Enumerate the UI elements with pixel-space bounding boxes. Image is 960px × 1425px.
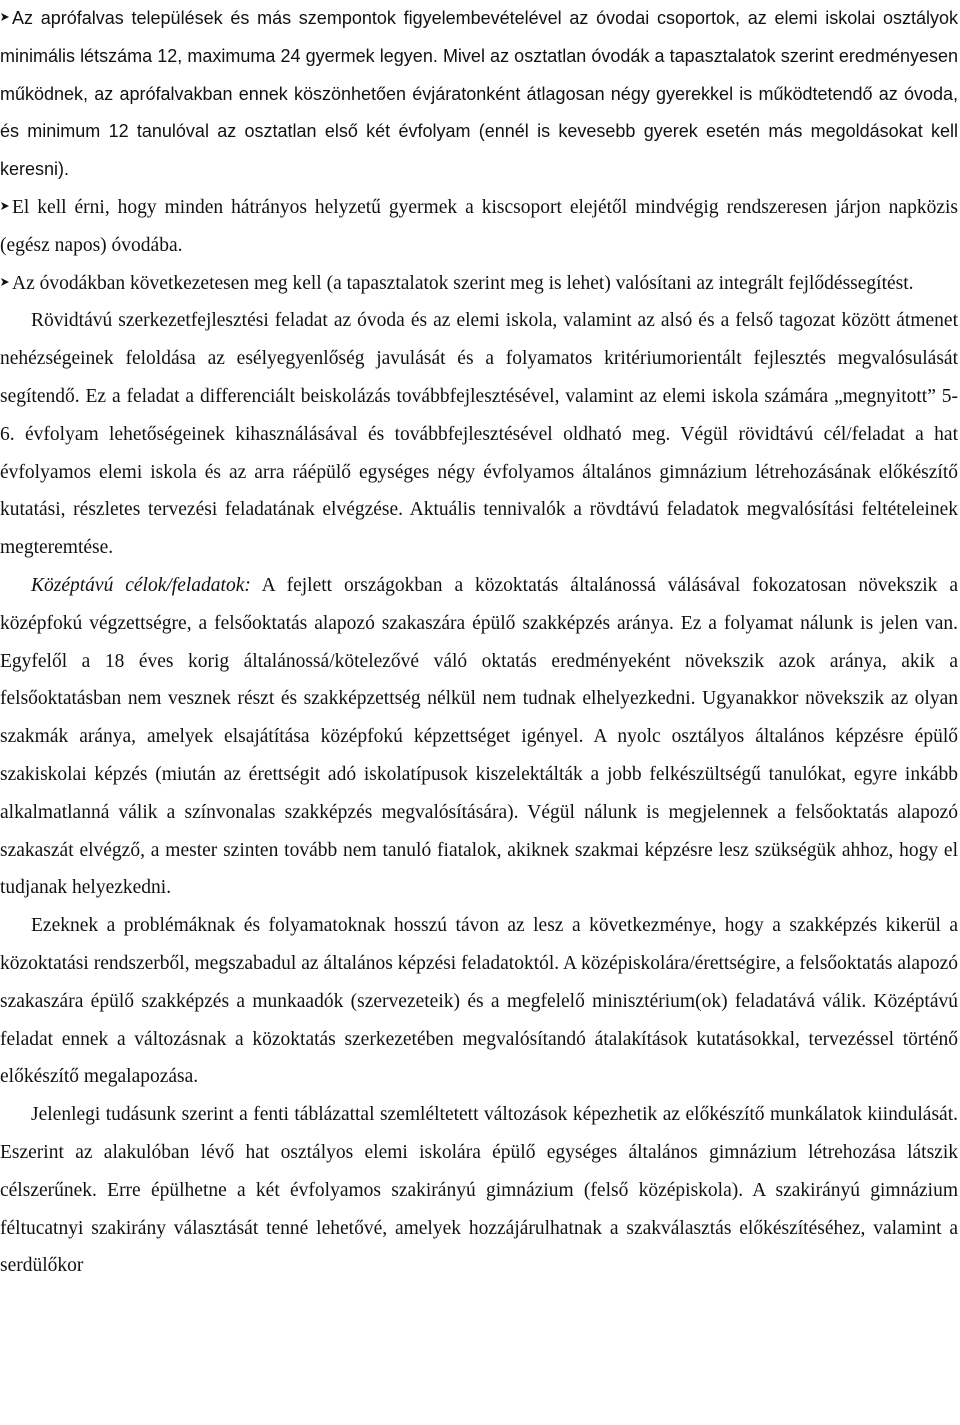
bullet-item-1 bbox=[0, 0, 958, 189]
bullet-icon bbox=[0, 277, 10, 287]
bullet-text-1: Az aprófalvas települések és más szempontok figyelembevételével az óvodai csoportok, az elemi iskolai osztályok minimális létszáma 12, maximuma 24 gyermek legyen. Mivel az osztatlan óvodák a tapasztalatok szerint eredményesen működnek, az aprófalvakban ennek köszönhetően évjáratonként átlagosan négy gyerekkel is működtetendő az óvoda, és minimum 12 tanulóval az osztatlan első két évfolyam (ennél is kevesebb gyerek esetén más megoldásokat kell keresni). bbox=[0, 8, 958, 180]
bullet-item-2 bbox=[0, 189, 958, 265]
paragraph-consequences: Ezeknek a problémáknak és folyamatoknak hosszú távon az lesz a következménye, hogy a szakképzés kikerül a közoktatási rendszerből, megszabadul az általános képzési feladatoktól. A középiskolára/érettségire, a felsőoktatás alapozó szakaszára épülő szakképzés a munkaadók (szervezeteik) és a megfelelő minisztérium(ok) feladatává válik. Középtávú feladat ennek a változásnak a közoktatás szerkezetében megvalósítandó átalakítások kutatásokkal, tervezéssel történő előkészítő megalapozása. bbox=[0, 915, 958, 1088]
mid-term-text: A fejlett országokban a közoktatás általánossá válásával fokozatosan növekszik a középfokú végzettségre, a felsőoktatás alapozó szakaszára épülő szakképzés aránya. Ez a folyamat nálunk is jelen van. Egyfelől a 18 éves korig általánossá/kötelezővé váló oktatás eredményeként növekszik azok aránya, akik a felsőoktatásban nem vesznek részt és szakképzettség nélkül nem tudnak elhelyezkedni. Ugyanakkor növekszik az olyan szakmák aránya, amelyek elsajátítása középfokú képzettséget igényel. A nyolc osztályos általános képzésre épülő szakiskolai képzés (miután az érettségit adó iskolatípusok kiszelektálták a jobb felkészültségű tanulókat, egyre inkább alkalmatlanná válik a színvonalas szakképzés megvalósítására). Végül nálunk is megjelennek a felsőoktatás alapozó szakaszát elvégző, a mester szinten tovább nem tanuló fiatalok, akiknek szakmai képzésre lesz szükségük ahhoz, hogy el tudjanak helyezkedni. bbox=[0, 574, 958, 899]
paragraph-mid-term bbox=[0, 567, 958, 907]
bullet-text-3: Az óvodákban következetesen meg kell (a tapasztalatok szerint meg is lehet) valósítani az integrált fejlődéssegítést. bbox=[12, 272, 914, 294]
mid-term-heading: Középtávú célok/feladatok: bbox=[31, 574, 251, 596]
bullet-icon bbox=[0, 12, 10, 22]
bullet-item-3 bbox=[0, 265, 958, 303]
bullet-icon bbox=[0, 201, 10, 211]
paragraph-current-knowledge: Jelenlegi tudásunk szerint a fenti táblázattal szemléltetett változások képezhetik az előkészítő munkálatok kiindulását. Eszerint az alakulóban lévő hat osztályos elemi iskolára épülő egységes általános gimnázium létrehozása látszik célszerűnek. Erre épülhetne a két évfolyamos szakirányú gimnázium (felső középiskola). A szakirányú gimnázium féltucatnyi szakirány választását tenné lehetővé, amelyek hozzájárulhatnak a szakválasztás előkészítéséhez, valamint a serdülőkor bbox=[0, 1104, 958, 1277]
bullet-text-2: El kell érni, hogy minden hátrányos helyzetű gyermek a kiscsoport elejétől mindvégig rendszeresen járjon napközis (egész napos) óvodába. bbox=[0, 196, 958, 256]
paragraph-short-term: Rövidtávú szerkezetfejlesztési feladat az óvoda és az elemi iskola, valamint az alsó és a felső tagozat között átmenet nehézségeinek feloldása az esélyegyenlőség javulását és a folyamatos kritériumorientált fejlesztés megvalósulását segítendő. Ez a feladat a differenciált beiskolázás továbbfejlesztésével, valamint az elemi iskola számára „megnyitott” 5-6. évfolyam lehetőségeinek kihasználásával és továbbfejlesztésével oldható meg. Végül rövidtávú cél/feladat a hat évfolyamos elemi iskola és az arra ráépülő egységes négy évfolyamos általános gimnázium létrehozásának előkészítő kutatási, részletes tervezési feladatának elvégzése. Aktuális tennivalók a rövdtávú feladatok megvalósítási feltételeinek megteremtése. bbox=[0, 310, 958, 559]
